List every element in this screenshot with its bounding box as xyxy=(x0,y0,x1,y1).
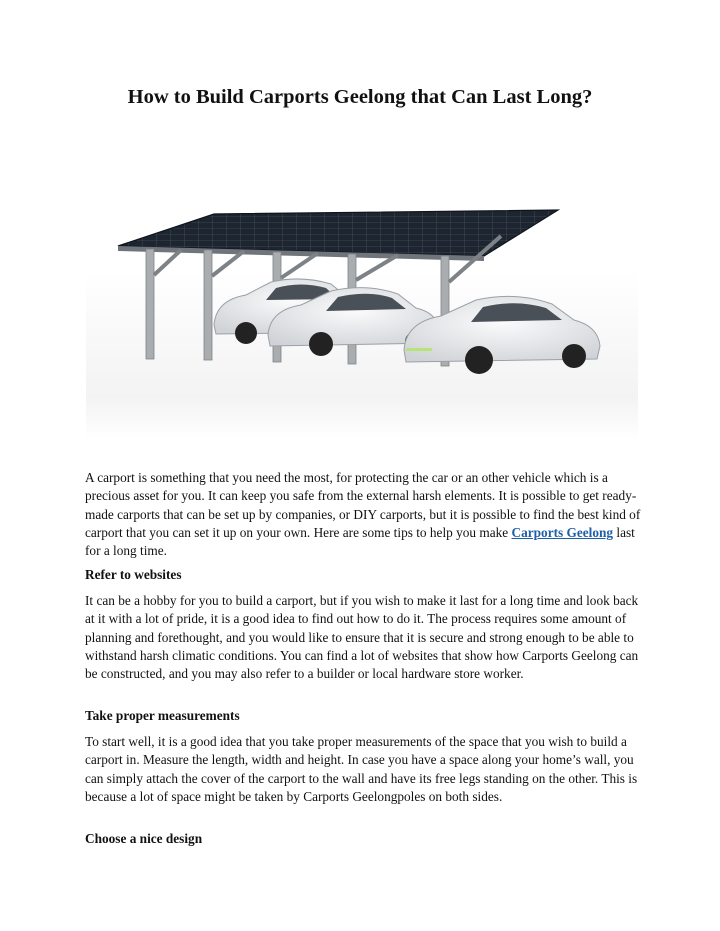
section-heading: Refer to websites xyxy=(85,567,182,582)
section-heading: Take proper measurements xyxy=(85,708,240,723)
carports-geelong-link[interactable]: Carports Geelong xyxy=(511,524,614,540)
intro-paragraph xyxy=(85,469,645,560)
section-heading: Choose a nice design xyxy=(85,831,203,846)
intro-text: A carport is something that you need the most, for protecting the car or an other vehicle which is a precious asset for you. It can keep you safe from the external harsh elements. It is possible to get ready-made carports that can be set up by companies, or DIY carports, but it is possible to find the best kind of carport that you can set it up on your own. Here are some tips to help you make xyxy=(85,470,641,540)
carport-illustration xyxy=(86,150,638,440)
section-body: To start well, it is a good idea that you take proper measurements of the space that you wish to build a carport in. Measure the length, width and height. In case you have a space along your home’s wall, you can simply attach the cover of the carport to the wall and have its free legs standing on the other. This is because a lot of space might be taken by Carports Geelongpoles on both sides. xyxy=(85,734,638,804)
section-body: It can be a hobby for you to build a carport, but if you wish to make it last for a long time and look back at it with a lot of pride, it is a good idea to find out how to do it. The process requires some amount of planning and forethought, and you would like to ensure that it is secure and strong enough to be able to withstand harsh climatic conditions. You can find a lot of websites that show how Carports Geelong can be constructed, and you may also refer to a builder or local hardware store worker. xyxy=(85,593,639,682)
page-title: How to Build Carports Geelong that Can Last Long? xyxy=(127,86,593,108)
intro-text-end: last for a long time. xyxy=(85,524,635,559)
